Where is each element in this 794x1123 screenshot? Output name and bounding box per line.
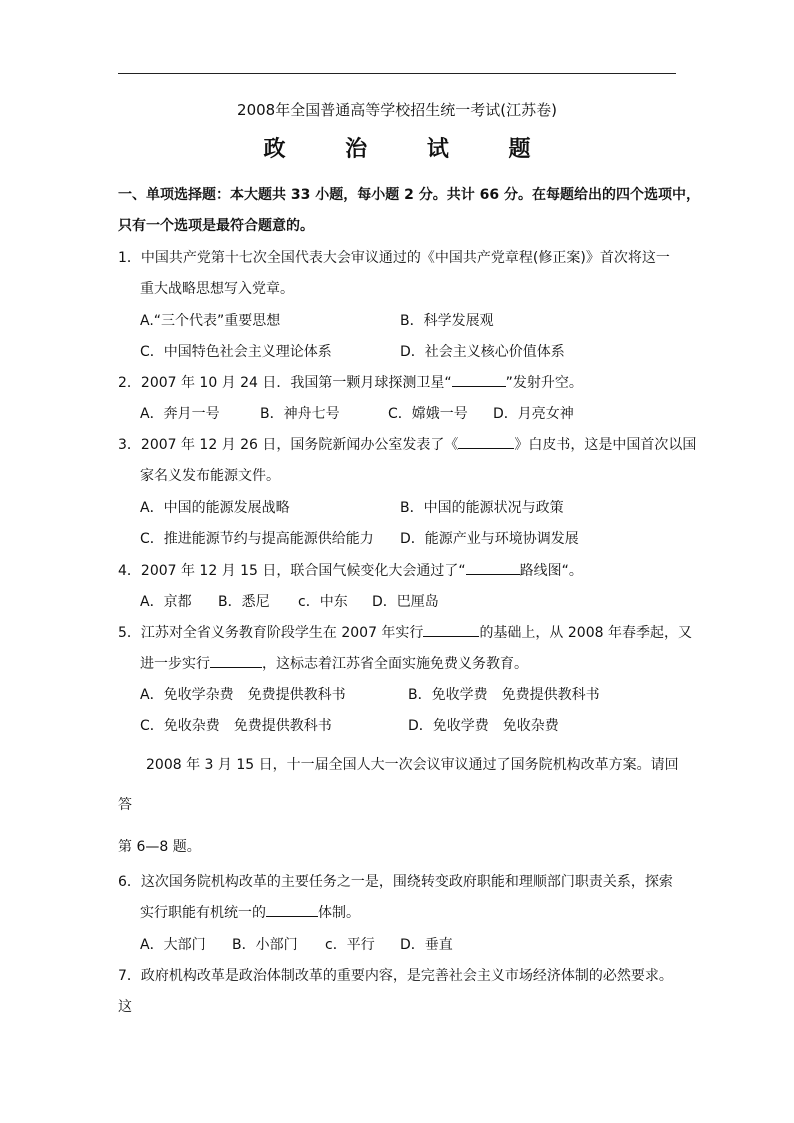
question-2-option-a: A．奔月一号 bbox=[140, 406, 220, 422]
question-5-option-c: C．免收杂费 免费提供教科书 bbox=[140, 718, 332, 734]
section-instructions-line1: 一、单项选择题：本大题共 33 小题，每小题 2 分。共计 66 分。在每题给出的四个选项中， bbox=[118, 187, 700, 203]
question-7-line1: 7．政府机构改革是政治体制改革的重要内容，是完善社会主义市场经济体制的必然要求。 bbox=[118, 968, 673, 984]
question-3-option-d: D．能源产业与环境协调发展 bbox=[400, 531, 579, 547]
answer-blank bbox=[452, 374, 506, 387]
question-3-option-c: C．推进能源节约与提高能源供给能力 bbox=[140, 531, 374, 547]
question-3-option-a: A．中国的能源发展战略 bbox=[140, 500, 290, 516]
question-6-text-post: 体制。 bbox=[318, 905, 360, 921]
question-4-option-b: B．悉尼 bbox=[218, 594, 270, 610]
exam-title: 2008年全国普通高等学校招生统一考试(江苏卷) bbox=[237, 101, 557, 119]
question-6-option-a: A．大部门 bbox=[140, 937, 206, 953]
question-5-line2-pre: 进一步实行 bbox=[140, 656, 210, 672]
passage-line1: 2008 年 3 月 15 日，十一届全国人大一次会议审议通过了国务院机构改革方案。请回 bbox=[146, 757, 679, 773]
passage-line3: 第 6—8 题。 bbox=[118, 839, 201, 855]
question-5-option-a: A．免收学杂费 免费提供教科书 bbox=[140, 687, 346, 703]
question-1-line2: 重大战略思想写入党章。 bbox=[140, 281, 294, 297]
question-6-option-b: B．小部门 bbox=[232, 937, 298, 953]
question-4-option-d: D．巴厘岛 bbox=[372, 594, 439, 610]
question-6-line1: 6．这次国务院机构改革的主要任务之一是，围绕转变政府职能和理顺部门职责关系，探索 bbox=[118, 874, 673, 890]
question-3-line2: 家名义发布能源文件。 bbox=[140, 468, 280, 484]
question-6-line2 bbox=[140, 904, 360, 922]
answer-blank bbox=[466, 562, 520, 575]
question-2-option-b: B．神舟七号 bbox=[260, 406, 340, 422]
question-1-line1: 1．中国共产党第十七次全国代表大会审议通过的《中国共产党章程(修正案)》首次将这一 bbox=[118, 250, 670, 266]
question-2-text-post: ”发射升空。 bbox=[505, 375, 583, 391]
answer-blank bbox=[458, 436, 514, 449]
question-5-line1 bbox=[118, 624, 692, 642]
question-1-option-a: A.“三个代表”重要思想 bbox=[140, 313, 281, 329]
question-6-option-d: D．垂直 bbox=[400, 937, 453, 953]
section-instructions-line2: 只有一个选项是最符合题意的。 bbox=[118, 218, 314, 234]
question-4-line1 bbox=[118, 562, 583, 580]
question-5-option-b: B．免收学费 免费提供教科书 bbox=[408, 687, 600, 703]
question-1-option-d: D．社会主义核心价值体系 bbox=[400, 344, 565, 360]
answer-blank bbox=[210, 655, 262, 668]
question-5-option-d: D．免收学费 免收杂费 bbox=[408, 718, 559, 734]
question-5-line2-post: ，这标志着江苏省全面实施免费义务教育。 bbox=[262, 656, 528, 672]
question-3-text-pre: 3．2007 年 12 月 26 日，国务院新闻办公室发表了《 bbox=[118, 437, 459, 453]
question-7-line2: 这 bbox=[118, 999, 132, 1015]
question-4-text-pre: 4．2007 年 12 月 15 日，联合国气候变化大会通过了“ bbox=[118, 563, 466, 579]
question-1-option-c: C．中国特色社会主义理论体系 bbox=[140, 344, 332, 360]
question-5-text-mid: 的基础上，从 2008 年春季起，又 bbox=[479, 625, 692, 641]
question-3-line1 bbox=[118, 436, 696, 454]
answer-blank bbox=[423, 624, 479, 637]
question-2-text-pre: 2．2007 年 10 月 24 日．我国第一颗月球探测卫星“ bbox=[118, 375, 452, 391]
exam-subtitle: 政 治 试 题 bbox=[263, 136, 557, 162]
question-5-text-pre: 5．江苏对全省义务教育阶段学生在 2007 年实行 bbox=[118, 625, 424, 641]
question-2-line1 bbox=[118, 374, 583, 392]
question-3-option-b: B．中国的能源状况与政策 bbox=[400, 500, 564, 516]
question-4-option-c: c．中东 bbox=[298, 594, 348, 610]
question-2-option-d: D．月亮女神 bbox=[493, 406, 574, 422]
question-5-line2 bbox=[140, 655, 528, 673]
header-rule bbox=[118, 73, 676, 74]
question-6-text-pre: 实行职能有机统一的 bbox=[140, 905, 266, 921]
question-2-option-c: C．嫦娥一号 bbox=[388, 406, 468, 422]
question-3-text-post: 》白皮书，这是中国首次以国 bbox=[514, 437, 697, 453]
passage-line2: 答 bbox=[118, 797, 132, 813]
question-4-text-post: 路线图“。 bbox=[519, 563, 583, 579]
question-6-option-c: c．平行 bbox=[325, 937, 375, 953]
answer-blank bbox=[266, 904, 318, 917]
question-1-option-b: B．科学发展观 bbox=[400, 313, 494, 329]
question-4-option-a: A．京都 bbox=[140, 594, 192, 610]
